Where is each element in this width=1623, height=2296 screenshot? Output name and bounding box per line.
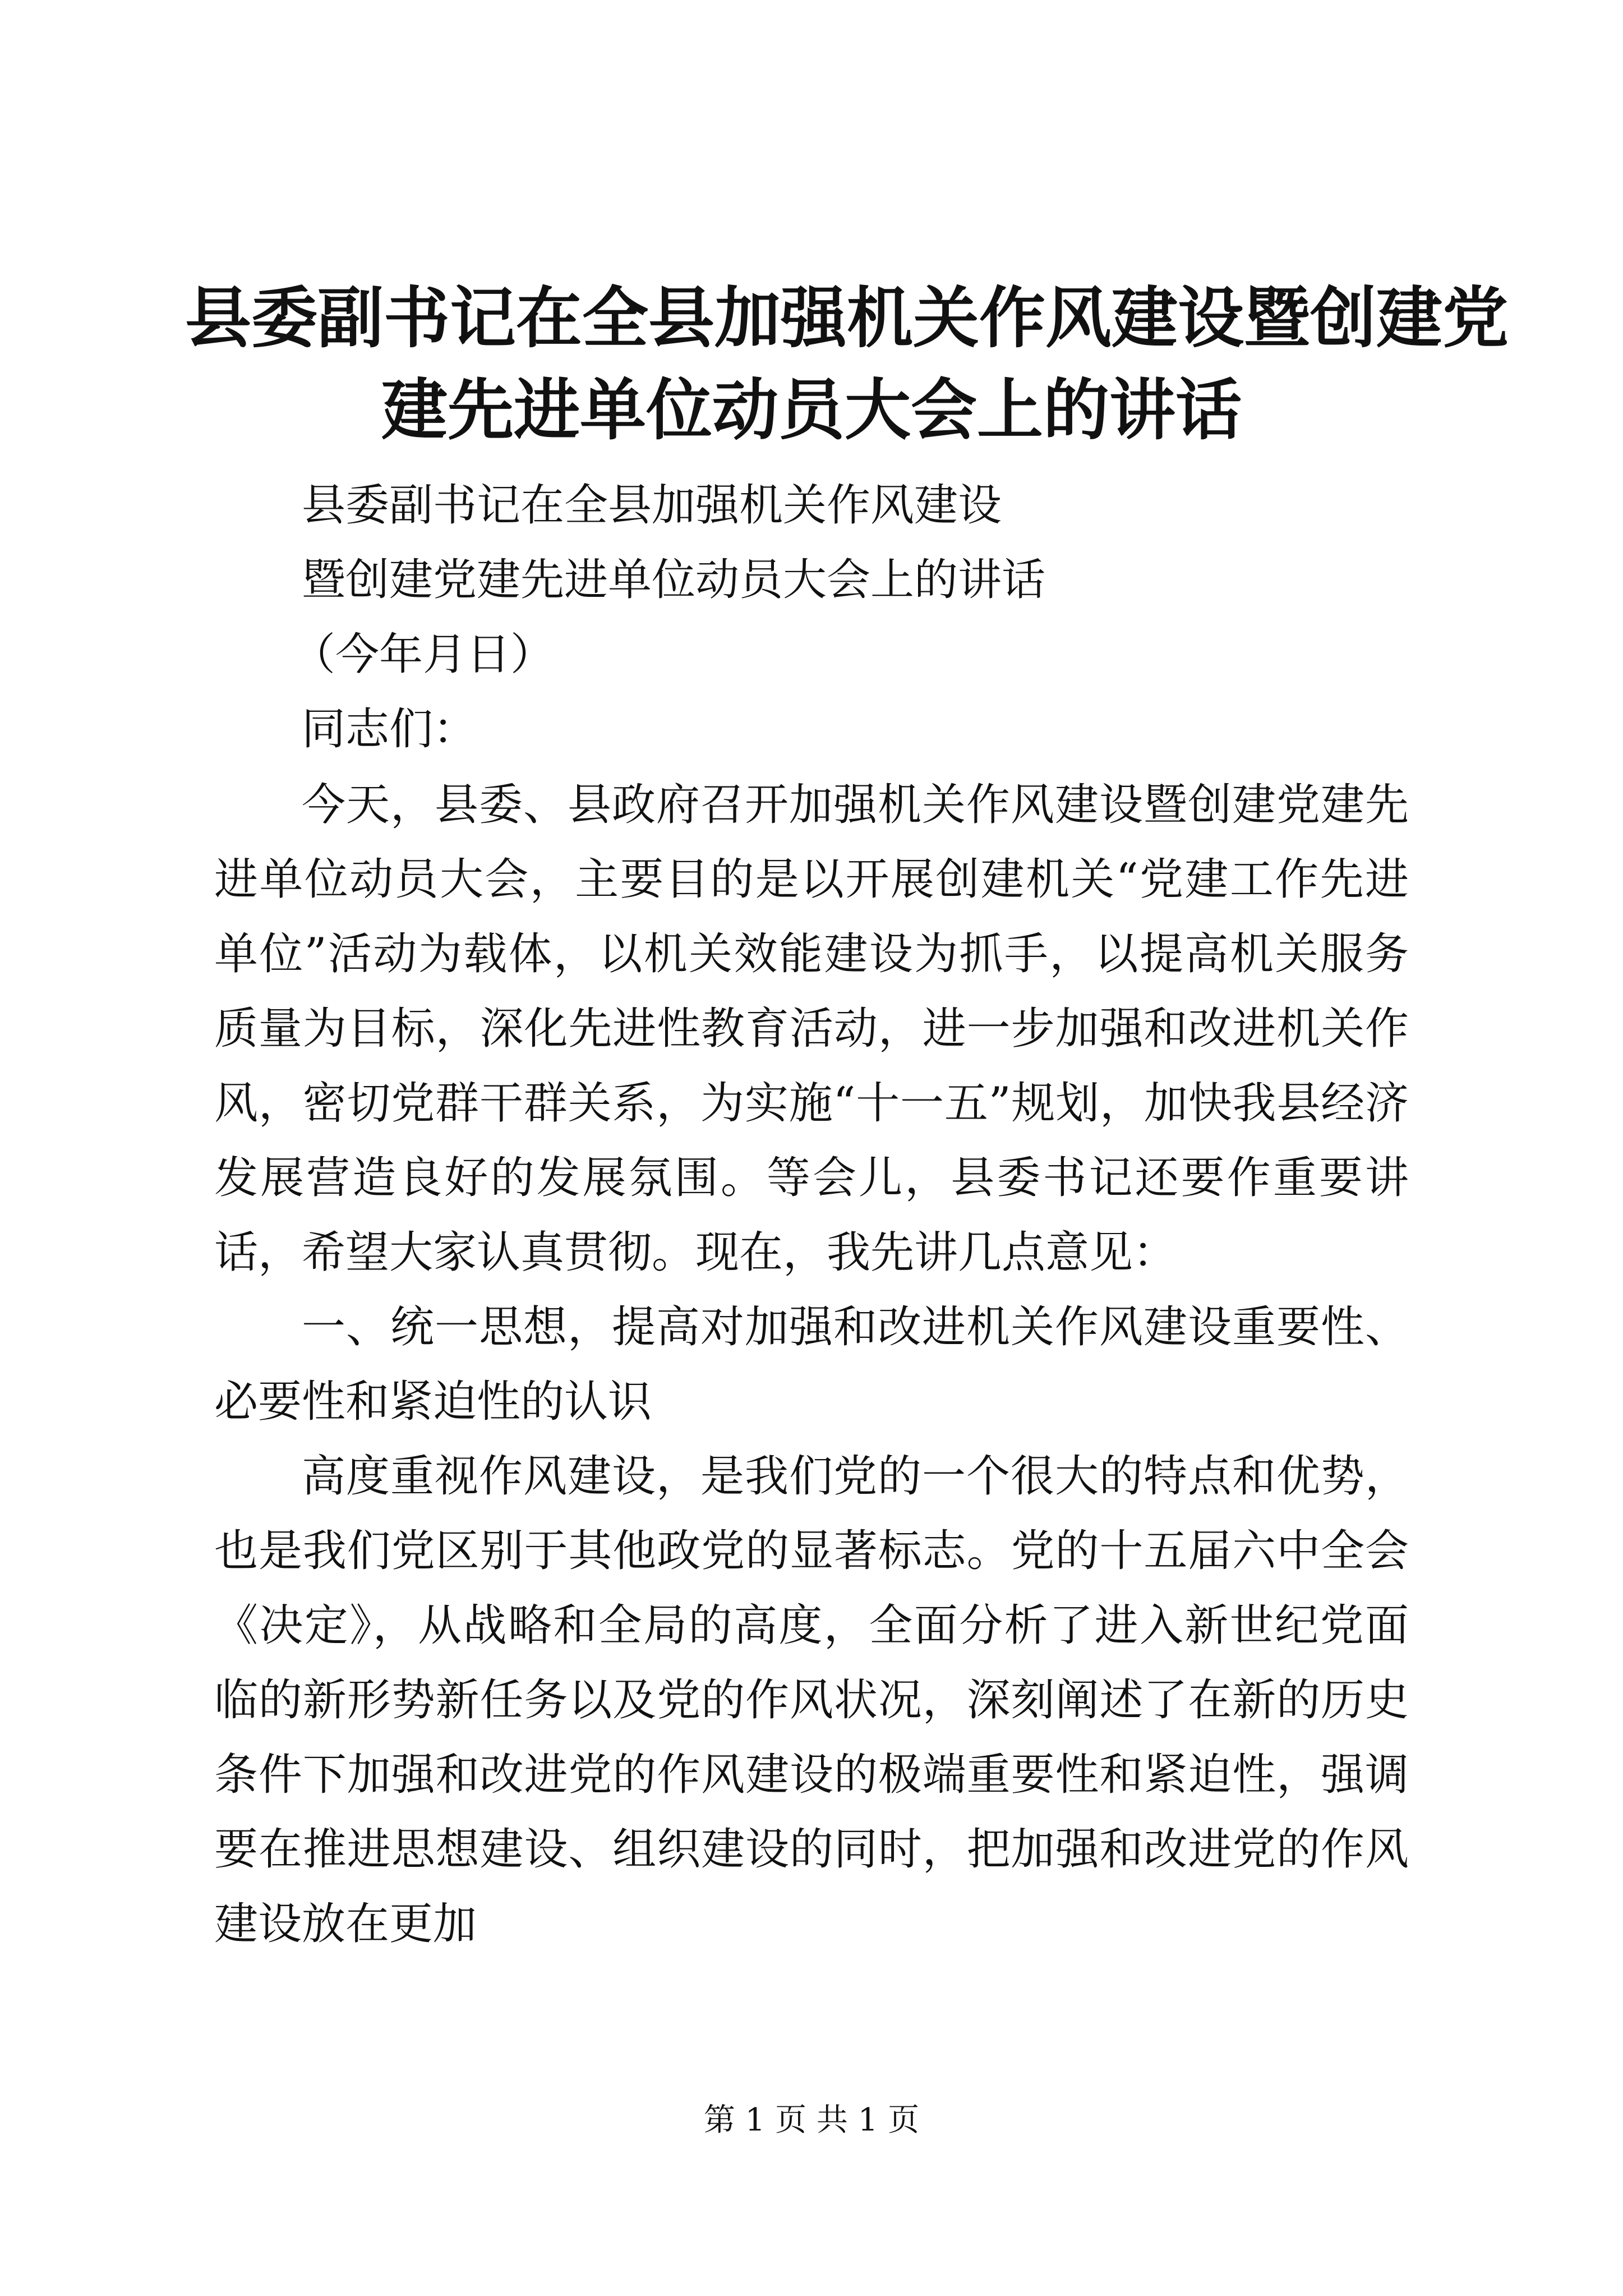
section-heading-1: 一、统一思想，提高对加强和改进机关作风建设重要性、必要性和紧迫性的认识 <box>214 1302 1409 1427</box>
subtitle-line-2: 暨创建党建先进单位动员大会上的讲话 <box>302 555 1046 605</box>
salutation: 同志们： <box>302 704 477 754</box>
subtitle-line-1: 县委副书记在全县加强机关作风建设 <box>302 480 1002 531</box>
title-line-2: 建先进单位动员大会上的讲话 <box>381 371 1242 449</box>
paragraph-section-1: 高度重视作风建设，是我们党的一个很大的特点和优势，也是我们党区别于其他政党的显著标志。党的十五届六中全会《决定》，从战略和全局的高度，全面分析了进入新世纪党面临的新形势新任务以及党的作风状况，深刻阐述了在新的历史条件下加强和改进党的作风建设的极端重要性和紧迫性，强调要在推进思想建设、组织建设的同时，把加强和改进党的作风建设放在更加 <box>214 1451 1409 1949</box>
date-line: （今年月日） <box>292 629 555 680</box>
body-text <box>214 768 1409 1962</box>
title-line-1: 县委副书记在全县加强机关作风建设暨创建党 <box>185 279 1509 357</box>
paragraph-intro: 今天，县委、县政府召开加强机关作风建设暨创建党建先进单位动员大会，主要目的是以开展创建机关“党建工作先进单位”活动为载体，以机关效能建设为抓手，以提高机关服务质量为目标，深化先进性教育活动，进一步加强和改进机关作风，密切党群干群关系，为实施“十一五”规划，加快我县经济发展营造良好的发展氛围。等会儿，县委书记还要作重要讲话，希望大家认真贯彻。现在，我先讲几点意见： <box>214 780 1409 1278</box>
page-footer: 第 1 页 共 1 页 <box>703 2102 920 2138</box>
document-title <box>185 272 1509 456</box>
